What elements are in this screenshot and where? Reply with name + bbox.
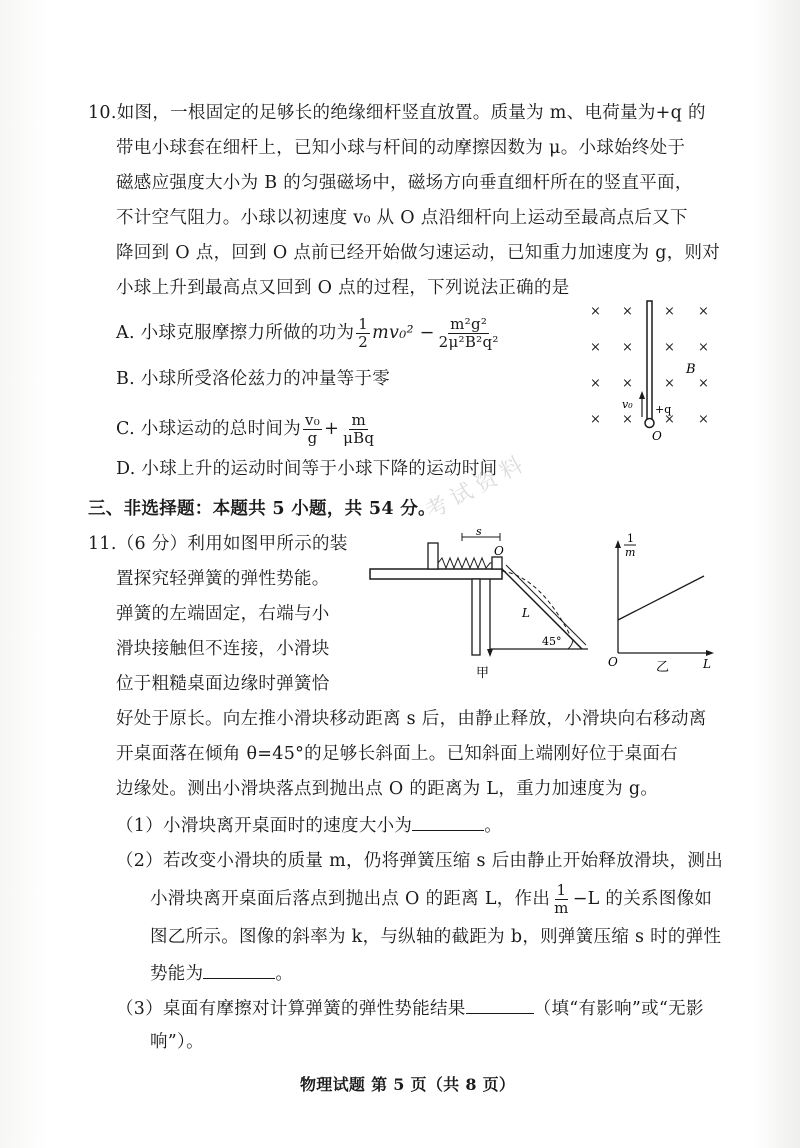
svg-text:×: ×	[664, 412, 675, 427]
x-label: L	[703, 657, 711, 671]
q11-line-6: 好处于原长。向左推小滑块移动距离 s 后，由静止释放，小滑块向右移动离	[116, 709, 707, 729]
q10-option-b: B. 小球所受洛伦兹力的冲量等于零	[116, 369, 391, 389]
q11-sub-3	[116, 995, 704, 1021]
fixed-wall	[428, 543, 438, 569]
option-c-frac-2	[341, 412, 376, 447]
option-a-prefix: A. 小球克服摩擦力所做的功为	[116, 323, 355, 343]
spring	[438, 558, 494, 568]
charged-ball	[645, 419, 654, 428]
q10-option-a	[116, 316, 503, 351]
svg-text:×: ×	[664, 304, 675, 319]
frac-num: v₀	[305, 411, 321, 429]
height-arrowhead	[487, 649, 493, 657]
sub-3-prefix: （3）桌面有摩擦对计算弹簧的弹性势能结果	[116, 999, 466, 1019]
watermark: 考试资料	[421, 449, 533, 525]
frac-den: g	[307, 429, 318, 447]
frac-den: 2μ²B²q²	[438, 333, 499, 351]
q10-line-5: 降回到 O 点，回到 O 点前已经开始做匀速运动，已知重力加速度为 g，则对	[116, 243, 721, 263]
sub-2-suffix: −L 的关系图像如	[572, 889, 713, 909]
q11-line-1: 11.（6 分）利用如图甲所示的装	[88, 534, 348, 554]
q11-line-2: 置探究轻弹簧的弹性势能。	[116, 569, 330, 589]
q10-magnetic-field-figure	[580, 295, 720, 445]
svg-text:×: ×	[590, 304, 601, 319]
q11-figure-yi	[600, 528, 720, 683]
q11-line-8: 边缘处。测出小滑块落点到抛出点 O 的距离为 L，重力加速度为 g。	[116, 779, 659, 799]
svg-text:×: ×	[664, 376, 675, 391]
frac-den: 2	[358, 333, 369, 351]
svg-text:×: ×	[698, 412, 709, 427]
q11-sub-2-line-3: 图乙所示。图像的斜率为 k，与纵轴的截距为 b，则弹簧压缩 s 时的弹性	[150, 927, 722, 947]
frac-num: 1	[358, 315, 369, 333]
caption-yi: 乙	[656, 660, 670, 675]
table-top	[370, 569, 502, 579]
frac-num: m²g²	[450, 315, 488, 333]
answer-blank-2[interactable]	[203, 960, 275, 979]
q11-sub-2-line-2	[150, 882, 712, 917]
option-a-frac-1	[356, 316, 370, 351]
q11-sub-3-line-2: 响”）。	[150, 1032, 204, 1052]
svg-text:×: ×	[698, 340, 709, 355]
svg-text:×: ×	[622, 340, 633, 355]
page-footer: 物理试题 第 5 页（共 8 页）	[300, 1075, 516, 1094]
x-axis-arrow	[706, 650, 714, 656]
q11-sub-1	[116, 812, 502, 838]
label-B: B	[686, 362, 696, 377]
option-c-prefix: C. 小球运动的总时间为	[116, 419, 301, 439]
frac-den: m	[554, 899, 569, 917]
section-3-heading: 三、非选择题：本题共 5 小题，共 54 分。	[88, 499, 436, 519]
insulating-rod	[647, 301, 652, 423]
q11-line-7: 开桌面落在倾角 θ=45°的足够长斜面上。已知斜面上端刚好位于桌面右	[116, 744, 678, 764]
q10-option-c	[116, 412, 378, 447]
q10-line-3: 磁感应强度大小为 B 的匀强磁场中，磁场方向垂直细杆所在的竖直平面，	[116, 173, 693, 193]
angle-arc	[568, 639, 573, 649]
q10-line-6: 小球上升到最高点又回到 O 点的过程，下列说法正确的是	[116, 278, 570, 298]
q10-line-1: 10.如图，一根固定的足够长的绝缘细杆竖直放置。质量为 m、电荷量为+q 的	[88, 103, 706, 123]
option-a-frac-2	[437, 316, 501, 351]
frac-num: 1	[556, 881, 567, 899]
incline-edge	[506, 565, 586, 645]
svg-text:×: ×	[590, 340, 601, 355]
label-v0: v₀	[622, 398, 633, 411]
table-leg	[472, 579, 480, 655]
origin-label: O	[608, 655, 618, 669]
q10-line-2: 带电小球套在细杆上，已知小球与杆间的动摩擦因数为 μ。小球始终处于	[116, 138, 686, 158]
q11-line-3: 弹簧的左端固定，右端与小	[116, 604, 330, 624]
svg-text:×: ×	[698, 304, 709, 319]
svg-text:×: ×	[622, 412, 633, 427]
answer-blank-3[interactable]	[466, 995, 534, 1014]
svg-text:×: ×	[664, 340, 675, 355]
frac-den: μBq	[343, 429, 375, 447]
sub-2-prefix: 小滑块离开桌面后落点到抛出点 O 的距离 L，作出	[150, 889, 551, 909]
svg-text:×: ×	[590, 376, 601, 391]
caption-jia: 甲	[476, 666, 490, 681]
q11-figure-jia	[364, 525, 594, 685]
option-a-mid: mv₀² −	[372, 323, 435, 343]
svg-text:×: ×	[590, 412, 601, 427]
q11-sub-2-line-1: （2）若改变小滑块的质量 m，仍将弹簧压缩 s 后由静止开始释放滑块，测出	[116, 851, 723, 871]
label-O: O	[494, 544, 504, 558]
slider-block	[492, 557, 502, 569]
svg-text:×: ×	[698, 376, 709, 391]
label-O: O	[652, 429, 662, 443]
q11-line-4: 滑块接触但不连接，小滑块	[116, 639, 330, 659]
svg-text:×: ×	[622, 304, 633, 319]
sub-1-prefix: （1）小滑块离开桌面时的速度大小为	[116, 816, 413, 836]
y-label-den: m	[625, 546, 636, 559]
label-q: +q	[655, 403, 672, 416]
velocity-arrowhead	[639, 391, 645, 399]
answer-blank-1[interactable]	[412, 812, 484, 831]
sub-2-line-4-prefix: 势能为	[150, 964, 204, 984]
sub-3-suffix: （填“有影响”或“无影	[533, 999, 704, 1019]
label-s: s	[476, 525, 482, 538]
sub-2-line-4-suffix: 。	[275, 964, 294, 984]
q10-line-4: 不计空气阻力。小球以初速度 v₀ 从 O 点沿细杆向上运动至最高点后又下	[116, 208, 688, 228]
q11-line-5: 位于粗糙桌面边缘时弹簧恰	[116, 674, 330, 694]
sub-1-suffix: 。	[484, 816, 503, 836]
q11-sub-2-line-4	[150, 960, 293, 986]
y-label-num: 1	[627, 532, 634, 545]
q10-option-d: D. 小球上升的运动时间等于小球下降的运动时间	[116, 459, 498, 479]
svg-text:×: ×	[622, 376, 633, 391]
frac-num: m	[351, 411, 366, 429]
graph-line	[618, 576, 704, 620]
option-c-plus: +	[324, 419, 340, 439]
sub-2-frac	[552, 882, 571, 917]
label-L: L	[522, 606, 530, 620]
option-c-frac-1	[303, 412, 322, 447]
y-axis-arrow	[615, 540, 621, 548]
label-angle: 45°	[542, 635, 562, 648]
